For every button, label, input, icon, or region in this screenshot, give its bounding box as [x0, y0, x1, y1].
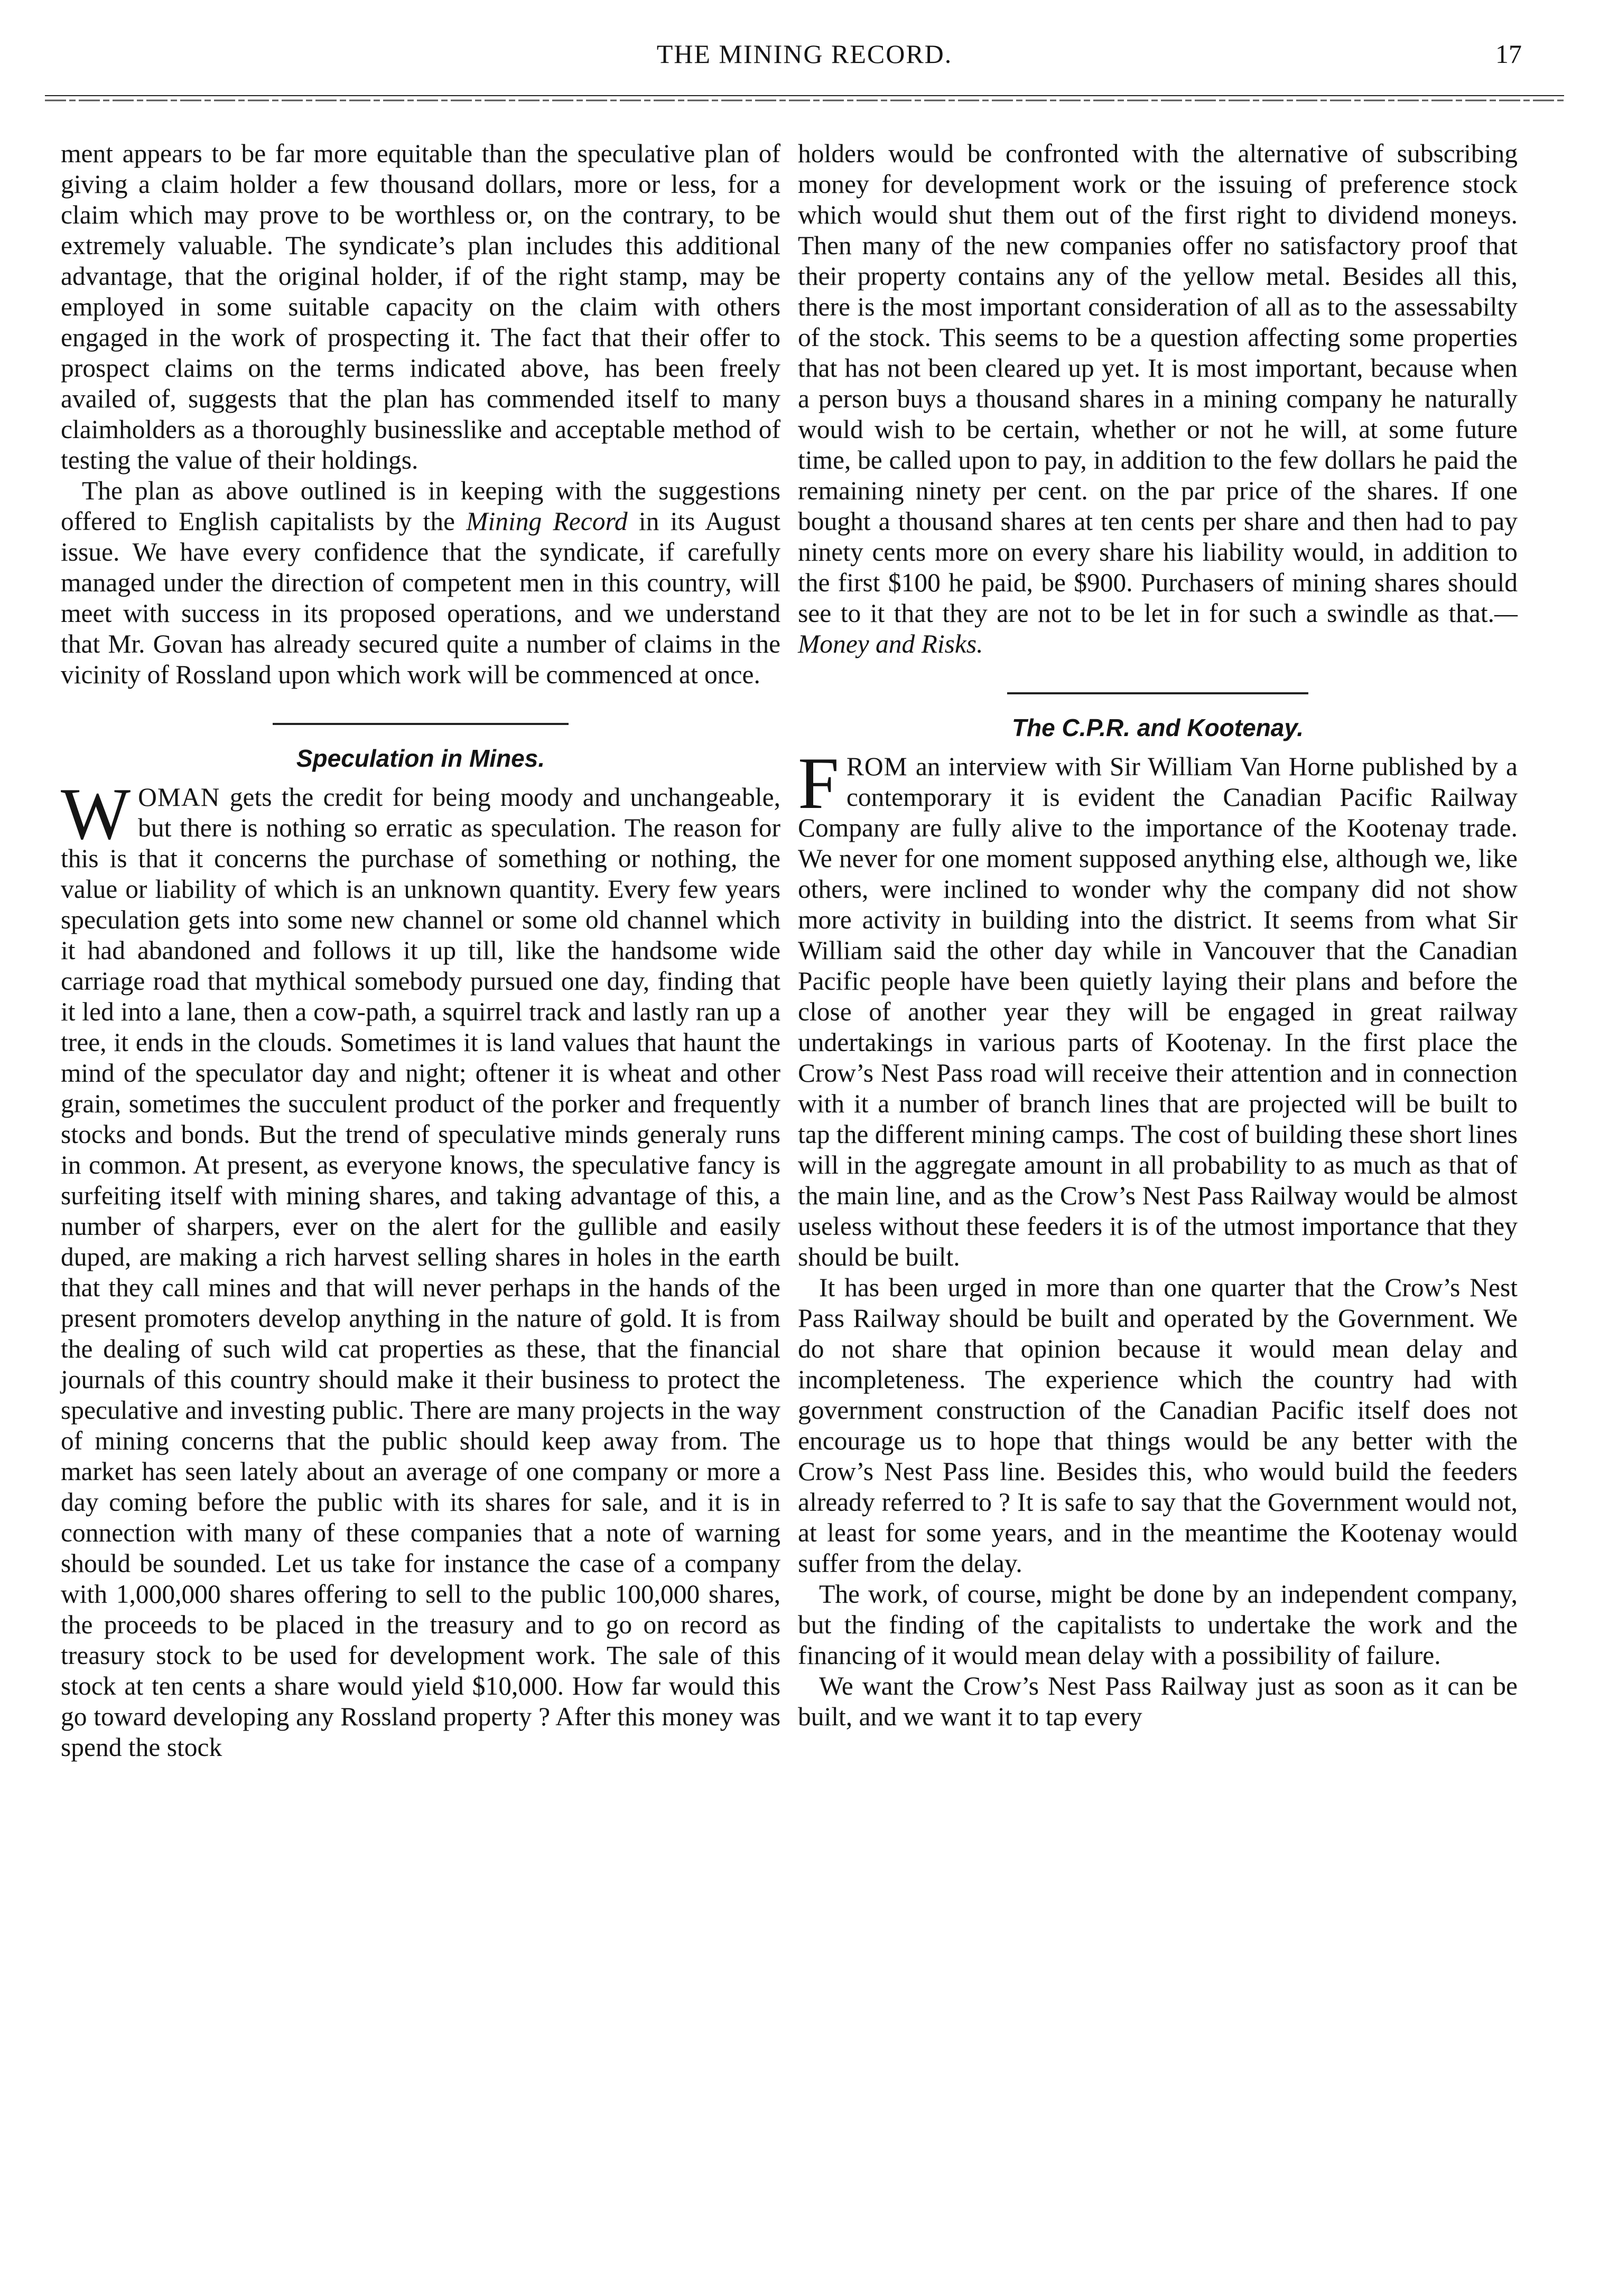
article-separator [273, 723, 569, 725]
article-heading: The C.P.R. and Kootenay. [1011, 714, 1304, 741]
text-run: in its August issue. We have every confidence that the syndicate, if carefully managed under the direction of competent men in this country, will meet with success in its proposed operations, and we understand that Mr. Govan has already secured quite a number of claims in the vicinity of Rossland upon which work will be commenced at once. [61, 507, 780, 689]
article-separator [1007, 692, 1308, 694]
paragraph: The work, of course, might be done by an independent company, but the finding of the capitalists to undertake the work and the financing of it would mean delay with a possibility of failure. [798, 1579, 1518, 1670]
text-run: The plan as above outlined is in keeping with the suggestions offered to English capitalists by the [61, 476, 780, 536]
right-column [798, 138, 1518, 1732]
paragraph: We want the Crow’s Nest Pass Railway just as soon as it can be built, and we want it to tap every [798, 1671, 1518, 1731]
drop-cap: F [798, 742, 839, 824]
paragraph [61, 476, 780, 690]
small-caps-lead: ROM [846, 752, 908, 781]
publication-title: THE MINING RECORD. [656, 39, 953, 69]
header-rule [45, 94, 1564, 103]
page-number: 17 [1495, 39, 1522, 69]
source-attribution: —Money and Risks. [798, 599, 1518, 658]
paragraph: ment appears to be far more equitable than the speculative plan of giving a claim holder a few thousand dollars, more or less, for a claim which may prove to be worthless or, on the contrary, to be extremely valuable. The syndicate’s plan includes this additional advantage, that the original holder, if of the right stamp, may be employed in some suitable capacity on the claim with others engaged in the work of prospecting it. The fact that their offer to prospect claims on the terms indicated above, has been freely availed of, suggests that the plan has commended itself to many claimholders as a thoroughly businesslike and acceptable method of testing the value of their holdings. [61, 139, 780, 475]
paragraph [798, 742, 1518, 1272]
article-heading: Speculation in Mines. [296, 745, 545, 772]
italic-publication-name: Mining Record [466, 507, 628, 536]
left-column [61, 138, 780, 1763]
text-run: an interview with Sir William Van Horne published by a contemporary it is evident the Canadian Pacific Railway Company are fully alive to the importance of the Kootenay trade. We never for one moment supposed anything else, although we, like others, were inclined to wonder why the company did not show more activity in building into the district. It seems from what Sir William said the other day while in Vancouver that the Canadian Pacific people have been quietly laying their plans and before the close of another year they will be engaged in great railway undertakings in various parts of Kootenay. In the first place the Crow’s Nest Pass road will receive their attention and in connection with it a number of branch lines that are projected will be built to tap the different mining camps. The cost of building these short lines will in the aggregate amount in all probability to as much as that of the main line, and as the Crow’s Nest Pass Railway would be almost useless without these feeders it is of the utmost importance that they should be built. [798, 752, 1518, 1271]
drop-cap: W [61, 773, 131, 855]
text-run: holders would be confronted with the alternative of subscribing money for development work or the issuing of preference stock which would shut them out of the first right to dividend moneys. Then many of the new companies offer no satisfactory proof that their property contains any of the yellow metal. Besides all this, there is the most important consideration of all as to the assessabilty of the stock. This seems to be a question affecting some properties that has not been cleared up yet. It is most important, because when a person buys a thousand shares in a mining company he naturally would wish to be certain, whether or not he will, at some future time, be called upon to pay, in addition to the few dollars he paid the remaining ninety per cent. on the par price of the shares. If one bought a thousand shares at ten cents per share and then had to pay ninety cents more on every share his liability would, in addition to the first $100 he paid, be $900. Purchasers of mining shares should see to it that they are not to be let in for such a swindle as that. [798, 139, 1518, 628]
small-caps-lead: OMAN [138, 783, 220, 812]
paragraph: It has been urged in more than one quarter that the Crow’s Nest Pass Railway should be built and operated by the Government. We do not share that opinion because it would mean delay and incompleteness. The experience which the country had with government construction of the Canadian Pacific itself does not encourage us to hope that things would be any better with the Crow’s Nest Pass line. Besides this, who would build the feeders already referred to ? It is safe to say that the Government would not, at least for some years, and in the meantime the Kootenay would suffer from the delay. [798, 1273, 1518, 1578]
paragraph [798, 138, 1518, 659]
page-header [45, 38, 1564, 80]
text-run: gets the credit for being moody and unchangeable, but there is nothing so erratic as speculation. The reason for this is that it concerns the purchase of something or nothing, the value or liability of which is an unknown quantity. Every few years speculation gets into some new channel or some old channel which it had abandoned and follows it up till, like the handsome wide carriage road that mythical somebody pursued one day, finding that it led into a lane, then a cow-path, a squirrel track and lastly ran up a tree, it ends in the clouds. Sometimes it is land values that haunt the mind of the speculator day and night; oftener it is wheat and other grain, sometimes the succulent product of the porker and frequently stocks and bonds. But the trend of speculative minds generaly runs in common. At present, as everyone knows, the speculative fancy is surfeiting itself with mining shares, and taking advantage of this, a number of sharpers, ever on the alert for the gullible and easily duped, are making a rich harvest selling shares in holes in the earth that they call mines and that will never perhaps in the hands of the present promoters develop anything in the nature of gold. It is from the dealing of such wild cat properties as these, that the financial journals of this country should make it their business to protect the speculative and investing public. There are many projects in the way of mining concerns that the public should keep away from. The market has seen lately about an average of one company or more a day coming before the public with its shares for sale, and it is in connection with many of these companies that a note of warning should be sounded. Let us take for instance the case of a company with 1,000,000 shares offering to sell to the public 100,000 shares, the proceeds to be placed in the treasury and to go on record as treasury stock to be used for development work. The sale of this stock at ten cents a share would yield $10,000. How far would this go toward developing any Rossland property ? After this money was spend the stock [61, 783, 780, 1762]
paragraph [61, 773, 780, 1763]
